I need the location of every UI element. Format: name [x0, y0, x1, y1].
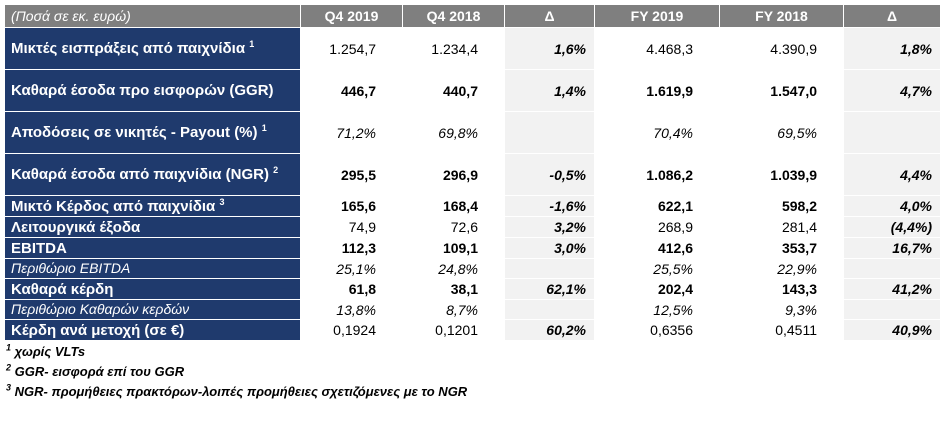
- col-header-q4-delta: Δ: [505, 5, 595, 28]
- table-row: [5, 70, 941, 112]
- delta-cell: 40,9%: [844, 320, 941, 341]
- value-cell: 1.619,9: [595, 70, 720, 112]
- table-header-row: [5, 5, 941, 28]
- value-cell: 295,5: [301, 154, 403, 196]
- row-label-text: Καθαρά κέρδη: [11, 280, 114, 298]
- value-cell: 70,4%: [595, 112, 720, 154]
- row-label: [5, 300, 301, 320]
- table-row: [5, 196, 941, 217]
- delta-cell: -0,5%: [505, 154, 595, 196]
- value-cell: 69,8%: [403, 112, 505, 154]
- table-row: [5, 238, 941, 259]
- col-header-fy-2018: FY 2018: [720, 5, 844, 28]
- value-cell: 12,5%: [595, 300, 720, 320]
- units-caption: (Ποσά σε εκ. ευρώ): [5, 5, 301, 28]
- delta-cell: 16,7%: [844, 238, 941, 259]
- value-cell: 0,4511: [720, 320, 844, 341]
- value-cell: 1.547,0: [720, 70, 844, 112]
- value-cell: 13,8%: [301, 300, 403, 320]
- value-cell: 8,7%: [403, 300, 505, 320]
- financial-results-document: [4, 4, 940, 403]
- footnote-text: GGR- εισφορά επί του GGR: [14, 364, 185, 379]
- row-label-text: Μικτές εισπράξεις από παιχνίδια: [11, 40, 246, 57]
- delta-cell: 3,2%: [505, 217, 595, 238]
- value-cell: 281,4: [720, 217, 844, 238]
- footnote: [4, 343, 940, 363]
- footnote: [4, 363, 940, 383]
- value-cell: 22,9%: [720, 259, 844, 279]
- value-cell: 1.039,9: [720, 154, 844, 196]
- value-cell: 622,1: [595, 196, 720, 217]
- table-row: [5, 217, 941, 238]
- value-cell: 71,2%: [301, 112, 403, 154]
- row-label-text: Μικτό Κέρδος από παιχνίδια: [11, 197, 216, 215]
- value-cell: 24,8%: [403, 259, 505, 279]
- footnote: [4, 383, 940, 403]
- table-row: [5, 279, 941, 300]
- delta-cell: [844, 259, 941, 279]
- row-label-text: Λειτουργικά έξοδα: [11, 218, 141, 236]
- footnote-number: 3: [6, 382, 12, 393]
- delta-cell: [505, 259, 595, 279]
- delta-cell: -1,6%: [505, 196, 595, 217]
- row-label: [5, 217, 301, 238]
- delta-cell: [844, 300, 941, 320]
- value-cell: 109,1: [403, 238, 505, 259]
- delta-cell: 4,0%: [844, 196, 941, 217]
- value-cell: 440,7: [403, 70, 505, 112]
- value-cell: 61,8: [301, 279, 403, 300]
- value-cell: 165,6: [301, 196, 403, 217]
- footnote-text: χωρίς VLTs: [14, 344, 86, 359]
- row-label-text: EBITDA: [11, 239, 67, 257]
- footnotes: [4, 343, 940, 403]
- financial-results-table: [4, 4, 941, 341]
- row-label: [5, 112, 301, 154]
- row-label: [5, 320, 301, 341]
- col-header-fy-2019: FY 2019: [595, 5, 720, 28]
- delta-cell: 3,0%: [505, 238, 595, 259]
- delta-cell: [505, 300, 595, 320]
- row-label-text: Καθαρά έσοδα προ εισφορών (GGR): [11, 82, 274, 99]
- table-row: [5, 112, 941, 154]
- delta-cell: 60,2%: [505, 320, 595, 341]
- delta-cell: 4,4%: [844, 154, 941, 196]
- value-cell: 353,7: [720, 238, 844, 259]
- value-cell: 38,1: [403, 279, 505, 300]
- footnote-marker: 1: [261, 123, 267, 133]
- row-label: [5, 28, 301, 70]
- table-row: [5, 300, 941, 320]
- delta-cell: 41,2%: [844, 279, 941, 300]
- delta-cell: (4,4%): [844, 217, 941, 238]
- value-cell: 112,3: [301, 238, 403, 259]
- value-cell: 9,3%: [720, 300, 844, 320]
- row-label: [5, 70, 301, 112]
- value-cell: 0,1201: [403, 320, 505, 341]
- value-cell: 69,5%: [720, 112, 844, 154]
- delta-cell: [844, 112, 941, 154]
- row-label-text: Αποδόσεις σε νικητές - Payout (%): [11, 124, 258, 141]
- table-row: [5, 28, 941, 70]
- row-label: [5, 279, 301, 300]
- row-label-text: Περιθώριο Καθαρών κερδών: [11, 301, 190, 317]
- value-cell: 0,1924: [301, 320, 403, 341]
- footnote-number: 2: [6, 362, 12, 373]
- col-header-q4-2018: Q4 2018: [403, 5, 505, 28]
- value-cell: 446,7: [301, 70, 403, 112]
- row-label-text: Κέρδη ανά μετοχή (σε €): [11, 321, 185, 339]
- value-cell: 202,4: [595, 279, 720, 300]
- value-cell: 1.254,7: [301, 28, 403, 70]
- value-cell: 296,9: [403, 154, 505, 196]
- footnote-marker: 3: [219, 196, 225, 207]
- value-cell: 72,6: [403, 217, 505, 238]
- delta-cell: 1,4%: [505, 70, 595, 112]
- value-cell: 74,9: [301, 217, 403, 238]
- table-row: [5, 154, 941, 196]
- col-header-q4-2019: Q4 2019: [301, 5, 403, 28]
- delta-cell: 4,7%: [844, 70, 941, 112]
- table-row: [5, 320, 941, 341]
- row-label: [5, 196, 301, 217]
- value-cell: 1.086,2: [595, 154, 720, 196]
- value-cell: 4.468,3: [595, 28, 720, 70]
- col-header-fy-delta: Δ: [844, 5, 941, 28]
- value-cell: 143,3: [720, 279, 844, 300]
- delta-cell: [505, 112, 595, 154]
- value-cell: 268,9: [595, 217, 720, 238]
- footnote-marker: 1: [249, 39, 255, 49]
- value-cell: 168,4: [403, 196, 505, 217]
- value-cell: 598,2: [720, 196, 844, 217]
- row-label-text: Περιθώριο EBITDA: [11, 260, 131, 276]
- value-cell: 0,6356: [595, 320, 720, 341]
- row-label-text: Καθαρά έσοδα από παιχνίδια (NGR): [11, 166, 269, 183]
- footnote-text: NGR- προμήθειες πρακτόρων-λοιπές προμήθειες σχετιζόμενες με το NGR: [14, 384, 468, 399]
- value-cell: 1.234,4: [403, 28, 505, 70]
- value-cell: 25,5%: [595, 259, 720, 279]
- delta-cell: 62,1%: [505, 279, 595, 300]
- value-cell: 25,1%: [301, 259, 403, 279]
- delta-cell: 1,6%: [505, 28, 595, 70]
- value-cell: 4.390,9: [720, 28, 844, 70]
- table-row: [5, 259, 941, 279]
- footnote-number: 1: [6, 342, 12, 353]
- row-label: [5, 154, 301, 196]
- row-label: [5, 238, 301, 259]
- value-cell: 412,6: [595, 238, 720, 259]
- delta-cell: 1,8%: [844, 28, 941, 70]
- row-label: [5, 259, 301, 279]
- footnote-marker: 2: [273, 165, 279, 175]
